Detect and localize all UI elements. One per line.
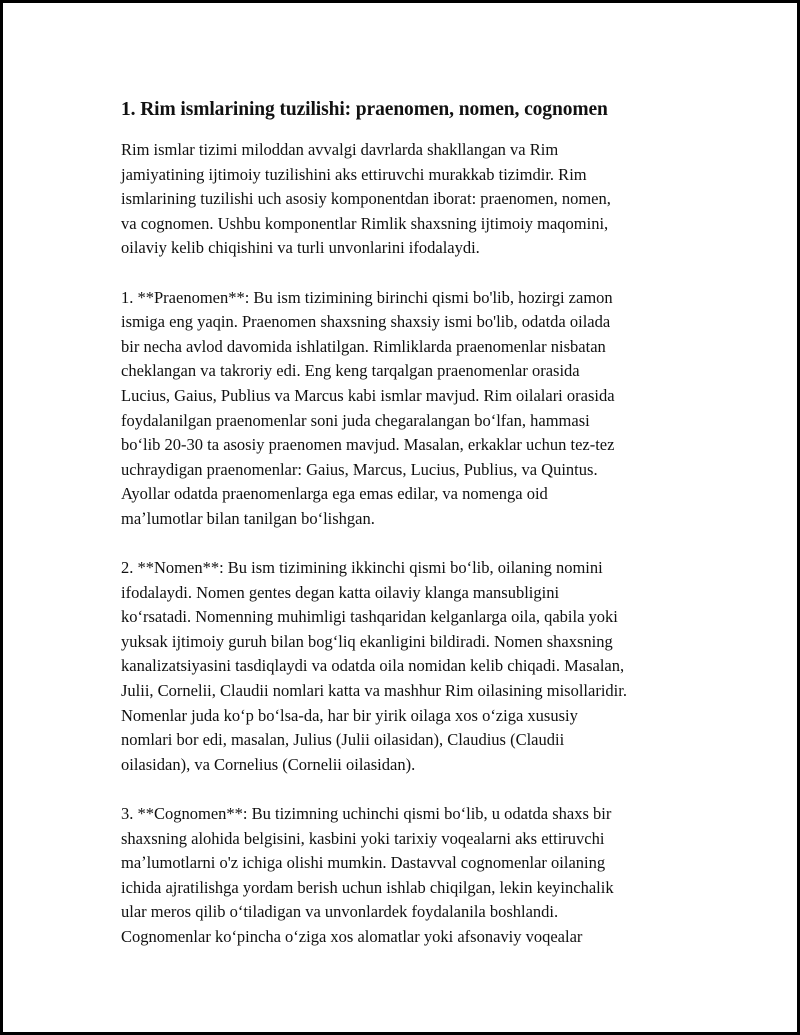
intro-paragraph — [121, 138, 701, 261]
text-line: nomlari bor edi, masalan, Julius (Julii oilasidan), Claudius (Claudii — [121, 730, 565, 750]
text-line: oilasidan), va Cornelius (Cornelii oilasidan). — [121, 754, 416, 774]
text-line: boʻlib 20-30 ta asosiy praenomen mavjud. Masalan, erkaklar uchun tez-tez — [121, 435, 615, 455]
text-line: uchraydigan praenomenlar: Gaius, Marcus, Lucius, Publius, va Quintus. — [121, 459, 598, 479]
text-line: cheklangan va takroriy edi. Eng keng tarqalgan praenomenlar orasida — [121, 361, 580, 381]
text-line: shaxsning alohida belgisini, kasbini yoki tarixiy voqealarni aks ettiruvchi — [121, 828, 605, 848]
text-line: Ayollar odatda praenomenlarga ega emas edilar, va nomenga oid — [121, 484, 548, 504]
text-line: ular meros qilib oʻtiladigan va unvonlardek foydalanila boshlandi. — [121, 902, 559, 922]
text-line: 2. **Nomen**: Bu ism tizimining ikkinchi qismi boʻlib, oilaning nomini — [121, 558, 603, 578]
text-line: jamiyatining ijtimoiy tuzilishini aks ettiruvchi murakkab tizimdir. Rim — [121, 164, 587, 184]
text-line: foydalanilgan praenomenlar soni juda chegaralangan boʻlfan, hammasi — [121, 410, 590, 430]
document-content — [121, 96, 701, 974]
text-line: Rim ismlar tizimi miloddan avvalgi davrlarda shakllangan va Rim — [121, 140, 559, 159]
text-line: yuksak ijtimoiy guruh bilan bogʻliq ekanligini bildiradi. Nomen shaxsning — [121, 631, 613, 651]
text-line: maʼlumotlarni o'z ichiga olishi mumkin. Dastavval cognomenlar oilaning — [121, 853, 606, 873]
text-line: Cognomenlar koʻpincha oʻziga xos alomatlar yoki afsonaviy voqealar — [121, 927, 583, 946]
text-line: Lucius, Gaius, Publius va Marcus kabi ismlar mavjud. Rim oilalari orasida — [121, 385, 615, 405]
text-line: va cognomen. Ushbu komponentlar Rimlik shaxsning ijtimoiy maqomini, — [121, 213, 609, 233]
text-line: maʼlumotlar bilan tanilgan boʻlishgan. — [121, 508, 375, 528]
text-line: oilaviy kelib chiqishini va turli unvonlarini ifodalaydi. — [121, 238, 480, 258]
text-line: koʻrsatadi. Nomenning muhimligi tashqaridan kelganlarga oila, qabila yoki — [121, 607, 618, 627]
text-line: 1. **Praenomen**: Bu ism tizimining birinchi qismi bo'lib, hozirgi zamon — [121, 287, 613, 307]
praenomen-paragraph — [121, 286, 701, 532]
text-line: 3. **Cognomen**: Bu tizimning uchinchi qismi boʻlib, u odatda shaxs bir — [121, 804, 612, 824]
text-line: ichida ajratilishga yordam berish uchun ishlab chiqilgan, lekin keyinchalik — [121, 877, 614, 897]
cognomen-paragraph — [121, 802, 701, 950]
text-line: ismiga eng yaqin. Praenomen shaxsning shaxsiy ismi bo'lib, odatda oilada — [121, 312, 611, 332]
text-line: kanalizatsiyasini tasdiqlaydi va odatda oila nomidan kelib chiqadi. Masalan, — [121, 656, 625, 676]
document-title: 1. Rim ismlarining tuzilishi: praenomen, nomen, cognomen — [121, 99, 608, 120]
text-line: Julii, Cornelii, Claudii nomlari katta va mashhur Rim oilasining misollaridir. — [121, 681, 627, 701]
text-line: bir necha avlod davomida ishlatilgan. Rimliklarda praenomenlar nisbatan — [121, 336, 606, 356]
text-line: ifodalaydi. Nomen gentes degan katta oilaviy klanga mansubligini — [121, 582, 560, 602]
nomen-paragraph — [121, 556, 701, 777]
text-line: Nomenlar juda koʻp boʻlsa-da, har bir yirik oilaga xos oʻziga xususiy — [121, 705, 578, 725]
text-line: ismlarining tuzilishi uch asosiy komponentdan iborat: praenomen, nomen, — [121, 189, 611, 209]
